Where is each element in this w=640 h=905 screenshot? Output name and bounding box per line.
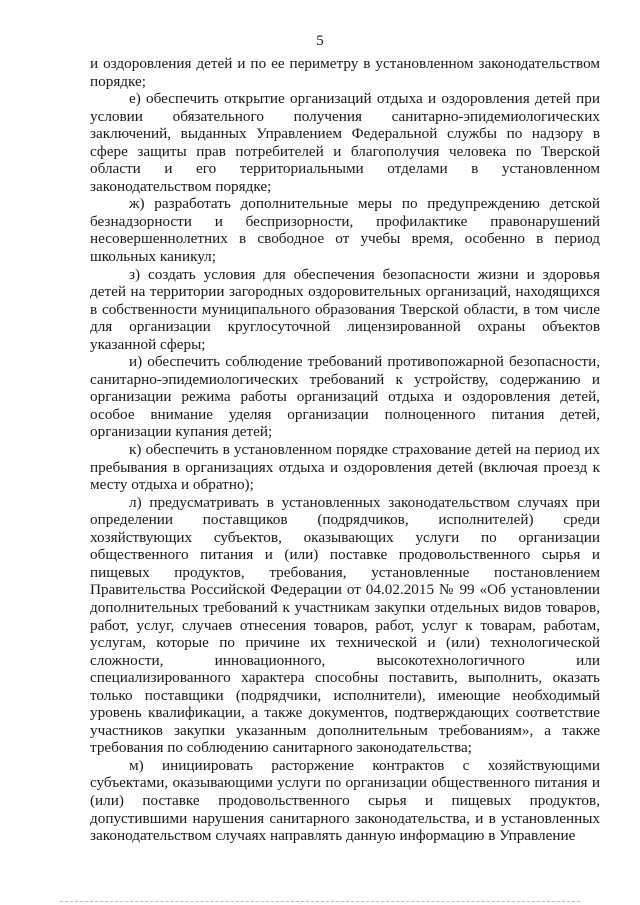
paragraph-continuation: и оздоровления детей и по ее периметру в установленном законодательством порядке;: [90, 55, 600, 90]
page-number: 5: [316, 33, 324, 49]
paragraph-item-zh: ж) разработать дополнительные меры по предупреждению детской безнадзорности и беспризорности, профилактике правонарушений несовершеннолетних в свободное от учебы время, особенно в период школьных каникул;: [90, 195, 600, 266]
page-bottom-edge: [60, 901, 580, 902]
paragraph-item-l: л) предусматривать в установленных законодательством случаях при определении поставщиков (подрядчиков, исполнителей) среди хозяйствующих субъектов, оказывающих услуги по организации общественного питания и (или) поставке продовольственного сырья и пищевых продуктов, требования, установленные постановлением Правительства Российской Федерации от 04.02.2015 № 99 «Об установлении дополнительных требований к участникам закупки отдельных видов товаров, работ, услуг, случаев отнесения товаров, работ, услуг к товарам, работам, услугам, которые по причине их технической и (или) технологической сложности, инновационного, высокотехнологичного или специализированного характера способны поставить, выполнить, оказать только поставщики (подрядчики, исполнители), имеющие необходимый уровень квалификации, а также документов, подтверждающих соответствие участников закупки указанным дополнительным требованиям», а также требования по соблюдению санитарного законодательства;: [90, 493, 600, 757]
paragraph-item-e: е) обеспечить открытие организаций отдыха и оздоровления детей при условии обязательного получения санитарно-эпидемиологических заключений, выданных Управлением Федеральной службы по надзору в сфере защиты прав потребителей и благополучия человека по Тверской области и его территориальными отделами в установленном законодательством порядке;: [90, 90, 600, 195]
paragraph-item-m: м) инициировать расторжение контрактов с хозяйствующими субъектами, оказывающими услуги по организации общественного питания и (или) поставке продовольственного сырья и пищевых продуктов, допустившими нарушения санитарного законодательства, и в установленных законодательством случаях направлять данную информацию в Управление: [90, 756, 600, 845]
document-body: [90, 55, 600, 845]
paragraph-item-k: к) обеспечить в установленном порядке страхование детей на период их пребывания в организациях отдыха и оздоровления детей (включая проезд к месту отдыха и обратно);: [90, 441, 600, 494]
paragraph-item-z: з) создать условия для обеспечения безопасности жизни и здоровья детей на территории загородных оздоровительных организаций, находящихся в собственности муниципального образования Тверской области, в том числе для организации круглосуточной лицензированной охраны объектов указанной сферы;: [90, 265, 600, 353]
paragraph-item-i: и) обеспечить соблюдение требований противопожарной безопасности, санитарно-эпидемиологических требований к устройству, содержанию и организации режима работы организаций отдыха и оздоровления детей, особое внимание уделяя организации полноценного питания детей, организации купания детей;: [90, 353, 600, 441]
